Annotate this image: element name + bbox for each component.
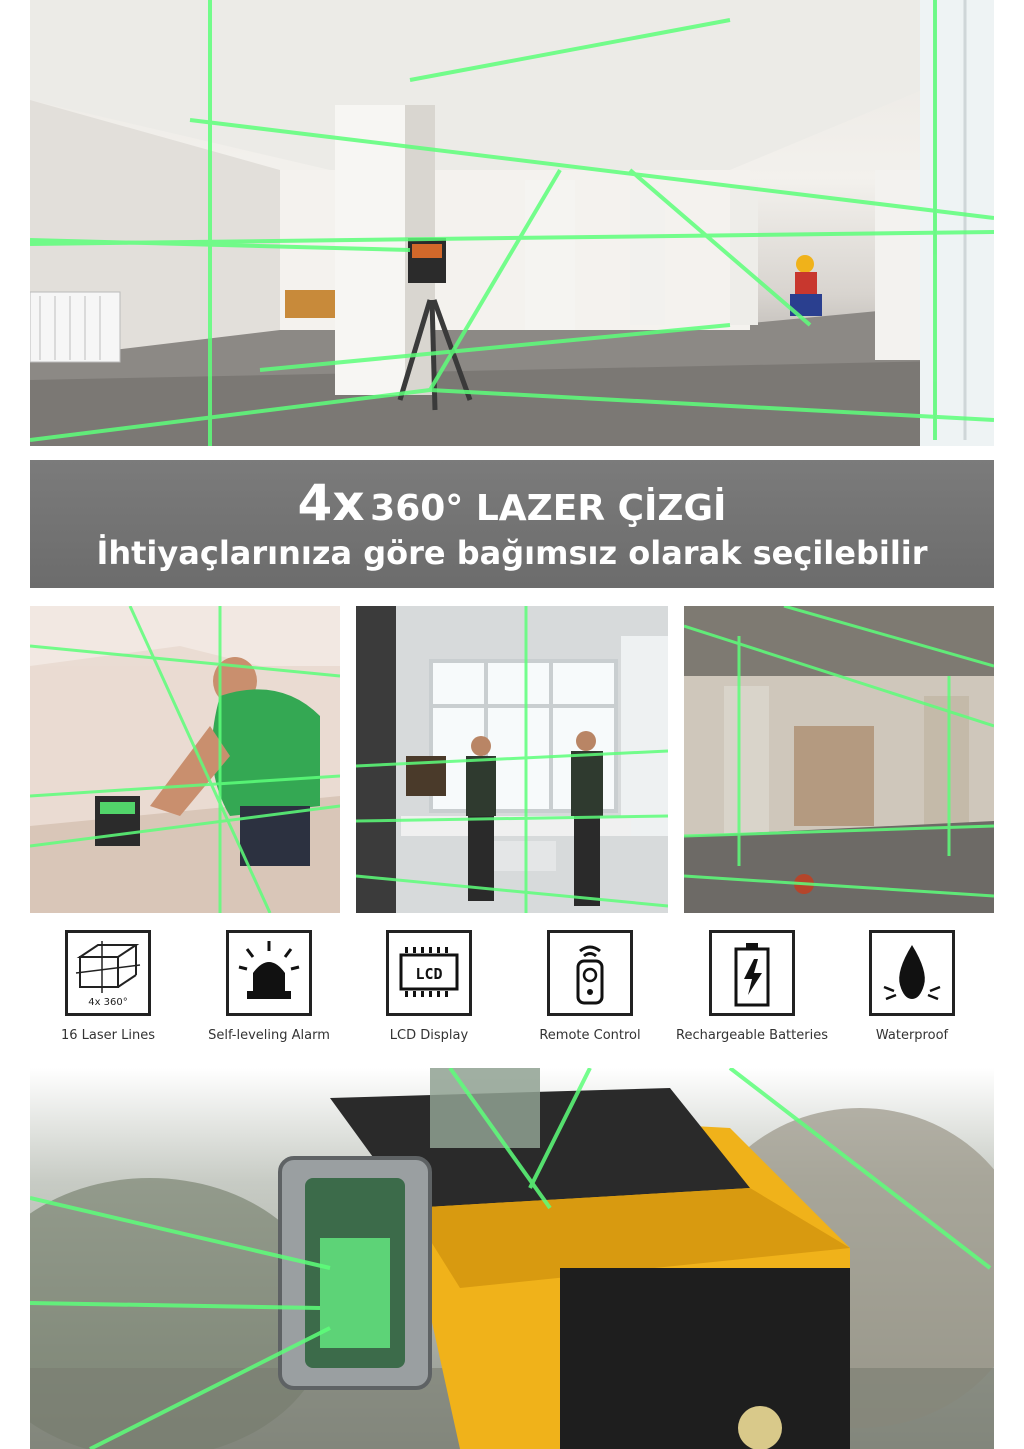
banner-title-multiplier: 4x: [297, 474, 365, 532]
feature-laser-lines-box: [65, 930, 151, 1016]
feature-waterproof-box: [869, 930, 955, 1016]
battery-icon: [716, 937, 788, 1009]
feature-label: Rechargeable Batteries: [676, 1028, 828, 1043]
feature-battery: [672, 930, 832, 1043]
hero-photo: [30, 0, 994, 446]
headline-banner: [30, 460, 994, 588]
photo-1-scene: [30, 606, 340, 913]
feature-label: 16 Laser Lines: [61, 1028, 155, 1043]
laser-lines-icon: [72, 937, 144, 1009]
feature-lcd-box: [386, 930, 472, 1016]
feature-label: Waterproof: [875, 1028, 949, 1043]
remote-control-icon: [554, 937, 626, 1009]
feature-battery-box: [709, 930, 795, 1016]
product-scene: [30, 1068, 994, 1449]
feature-remote-box: [547, 930, 633, 1016]
banner-title-text: 360° LAZER ÇİZGİ: [370, 488, 727, 529]
water-drop-icon: [876, 937, 948, 1009]
feature-remote: [510, 930, 670, 1043]
photo-2-scene: [356, 606, 668, 913]
banner-subtitle: İhtiyaçlarınıza göre bağımsız olarak seçilebilir: [96, 534, 928, 572]
feature-laser-lines: [28, 930, 188, 1043]
alarm-light-icon: [233, 937, 305, 1009]
feature-label: Self-leveling Alarm: [208, 1028, 330, 1043]
feature-waterproof: [832, 930, 992, 1043]
photo-construction-room: [684, 606, 994, 913]
feature-alarm: [189, 930, 349, 1043]
product-closeup-photo: [30, 1068, 994, 1449]
lcd-display-icon: [393, 937, 465, 1009]
feature-alarm-box: [226, 930, 312, 1016]
lcd-badge: LCD: [415, 965, 443, 983]
hero-scene: [30, 0, 994, 446]
feature-label: Remote Control: [539, 1028, 641, 1043]
photo-3-scene: [684, 606, 994, 913]
laser-lines-badge: 4x 360°: [88, 997, 128, 1008]
banner-title: [30, 474, 994, 532]
feature-label: LCD Display: [389, 1028, 469, 1043]
photo-kneeling-worker: [30, 606, 340, 913]
photo-window-workers: [356, 606, 668, 913]
feature-lcd: [349, 930, 509, 1043]
